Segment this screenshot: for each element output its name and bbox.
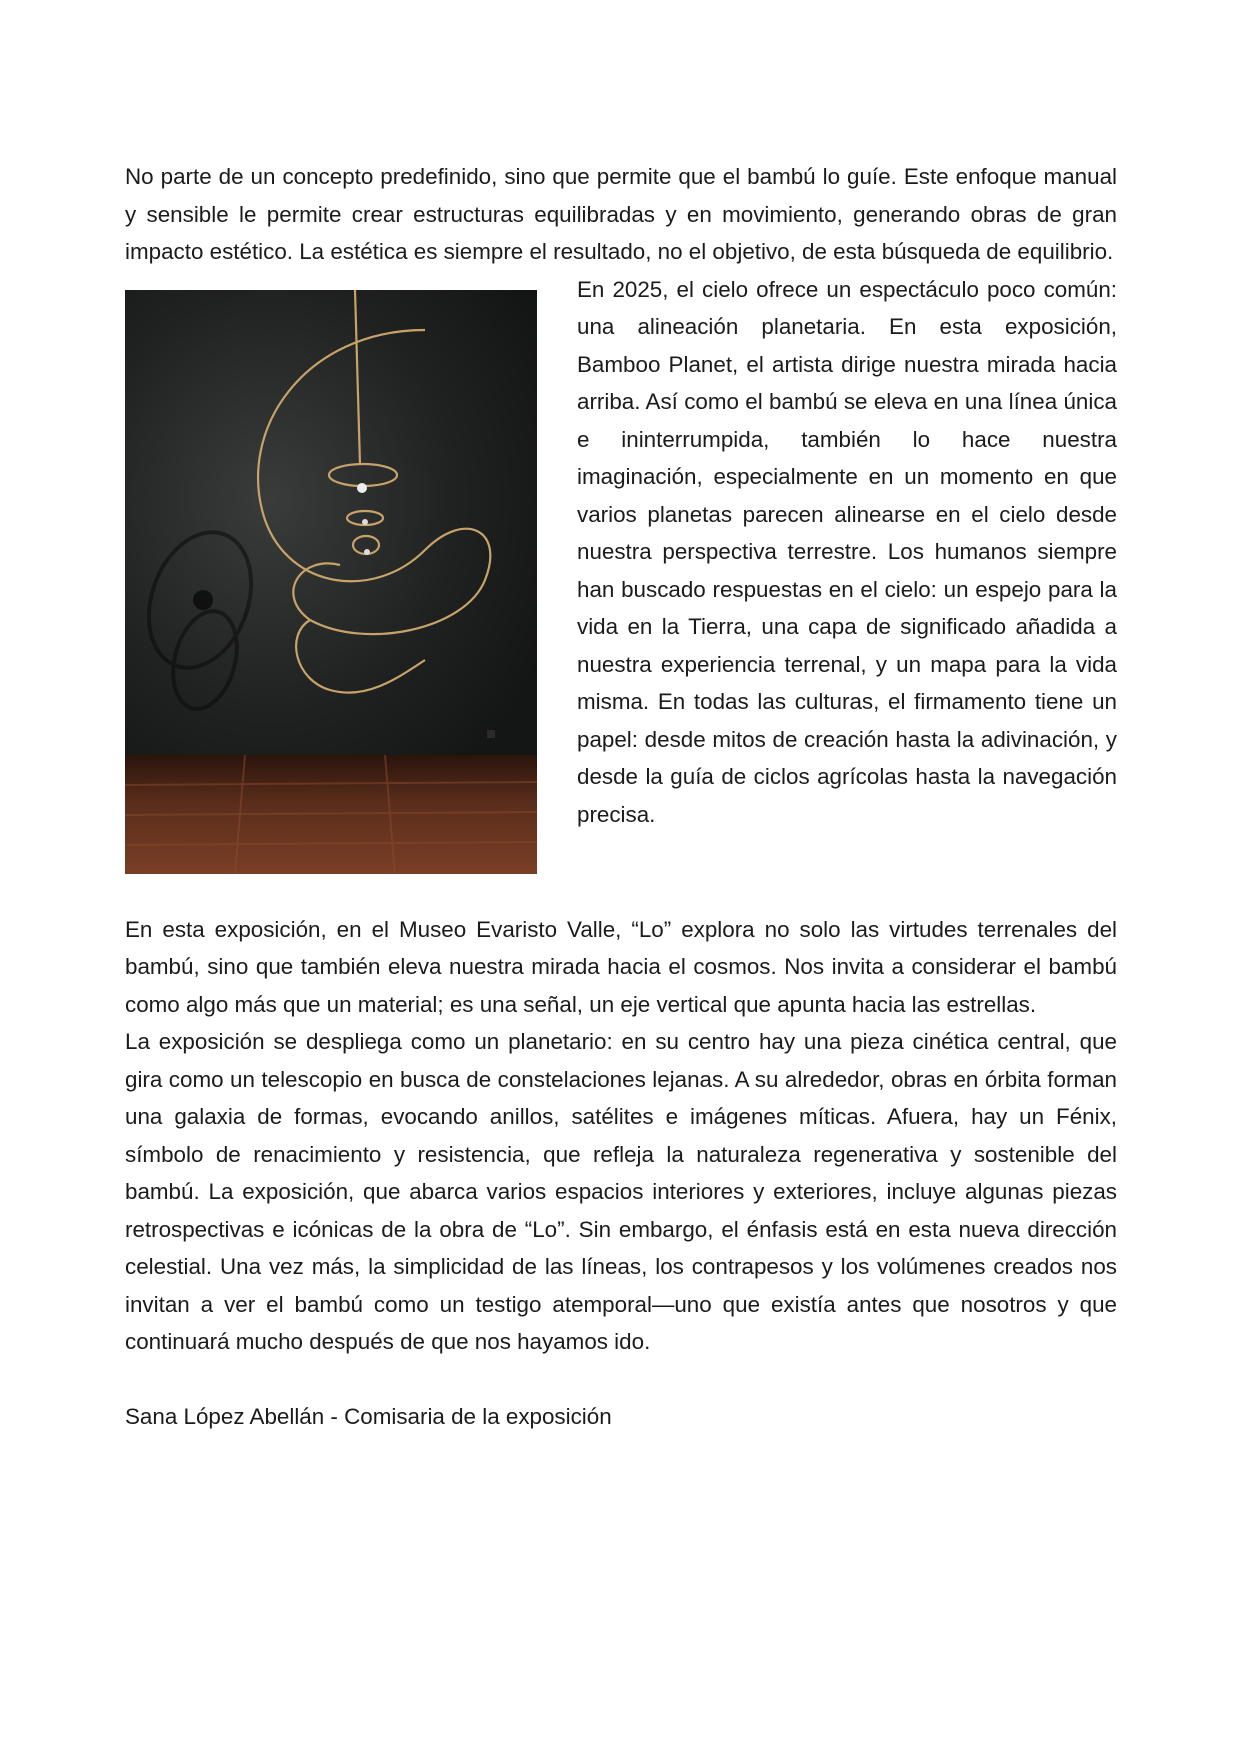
photo-and-text-block — [125, 271, 1117, 911]
document-page — [125, 158, 1117, 1435]
intro-paragraph: No parte de un concepto predefinido, sino que permite que el bambú lo guíe. Este enfoque manual y sensible le permite crear estructuras equilibradas y en movimiento, generando obras de gran impacto estético. La estética es siempre el resultado, no el objetivo, de esta búsqueda de equilibrio. — [125, 164, 1117, 264]
signature: Sana López Abellán - Comisaria de la exposición — [125, 1403, 612, 1429]
planetarium-paragraph: La exposición se despliega como un planetario: en su centro hay una pieza cinética central, que gira como un telescopio en busca de constelaciones lejanas. A su alrededor, obras en órbita forman una galaxia de formas, evocando anillos, satélites e imágenes míticas. Afuera, hay un Fénix, símbolo de renacimiento y resistencia, que refleja la naturaleza regenerativa y sostenible del bambú. La exposición, que abarca varios espacios interiores y exteriores, incluye algunas piezas retrospectivas e icónicas de la obra de “Lo”. Sin embargo, el énfasis está en esta nueva dirección celestial. Una vez más, la simplicidad de las líneas, los contrapesos y los volúmenes creados nos invitan a ver el bambú como un testigo atemporal—uno que existía antes que nosotros y que continuará mucho después de que nos hayamos ido. — [125, 1029, 1117, 1354]
sculpture-image — [125, 290, 537, 874]
side-paragraph: En 2025, el cielo ofrece un espectáculo poco común: una alineación planetaria. En esta exposición, Bamboo Planet, el artista dirige nuestra mirada hacia arriba. Así como el bambú se eleva en una línea única e ininterrumpida, también lo hace nuestra imaginación, especialmente en un momento en que varios planetas parecen alinearse en el cielo desde nuestra perspectiva terrestre. Los humanos siempre han buscado respuestas en el cielo: un espejo para la vida en la Tierra, una capa de significado añadida a nuestra experiencia terrenal, y un mapa para la vida misma. En todas las culturas, el firmamento tiene un papel: desde mitos de creación hasta la adivinación, y desde la guía de ciclos agrícolas hasta la navegación precisa. — [577, 276, 1117, 827]
museum-paragraph: En esta exposición, en el Museo Evaristo Valle, “Lo” explora no solo las virtudes terrenales del bambú, sino que también eleva nuestra mirada hacia el cosmos. Nos invita a considerar el bambú como algo más que un material; es una señal, un eje vertical que apunta hacia las estrellas. — [125, 916, 1117, 1017]
bamboo-sculpture-photo — [125, 290, 537, 874]
